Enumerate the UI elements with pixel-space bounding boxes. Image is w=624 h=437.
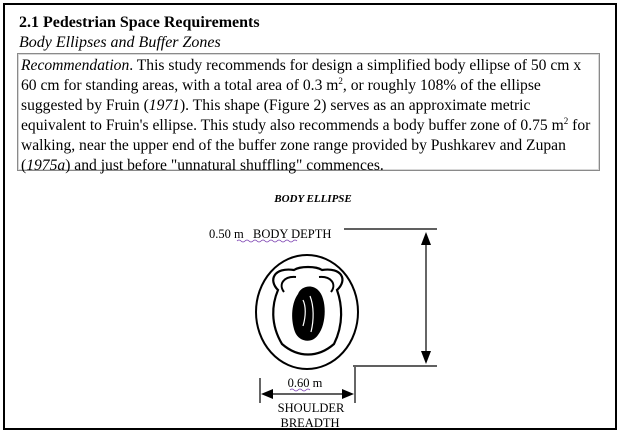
recommendation-text-3: ). This shape (Figure 2) serves as an approximate metric equivalent to Fruin's ellipse. This study also recommends a body buffer zone of 0.75 m	[21, 97, 564, 134]
breadth-arrow-right	[342, 389, 354, 399]
spellcheck-underline-2	[290, 389, 310, 391]
section-heading: 2.1 Pedestrian Space Requirements	[19, 14, 260, 31]
recommendation-label: Recommendation	[21, 57, 130, 74]
section-subheading: Body Ellipses and Buffer Zones	[19, 34, 221, 51]
depth-arrow-bottom	[421, 351, 431, 364]
superscript-2: 2	[563, 115, 569, 126]
recommendation-text-5: ) and just before "unnatural shuffling" commences.	[65, 157, 384, 174]
recommendation-text-1: . This study recommends for design a simplified body ellipse of 50 cm x 60 cm for standing areas, with a total area of 0.3 m	[21, 57, 582, 94]
breadth-label-line-1: SHOULDER	[277, 401, 345, 415]
citation-year-1: 1971	[148, 97, 180, 114]
breadth-arrow-left	[261, 389, 273, 399]
depth-label: BODY DEPTH	[253, 227, 332, 241]
superscript-1: 2	[338, 75, 343, 86]
figure-title: BODY ELLIPSE	[274, 193, 352, 205]
recommendation-text-4: for walking, near the upper end of the buffer zone range provided by Pushkarev and Zupan (	[21, 117, 591, 174]
citation-year-2: 1975a	[26, 157, 66, 174]
depth-arrow-top	[421, 232, 431, 245]
head-shape	[292, 287, 325, 341]
recommendation-text-2: , or roughly 108% of the ellipse suggested by Fruin (	[21, 77, 541, 114]
breadth-value: 0.60 m	[287, 376, 323, 390]
breadth-label-line-2: BREADTH	[280, 416, 340, 430]
depth-value: 0.50 m	[209, 227, 244, 241]
